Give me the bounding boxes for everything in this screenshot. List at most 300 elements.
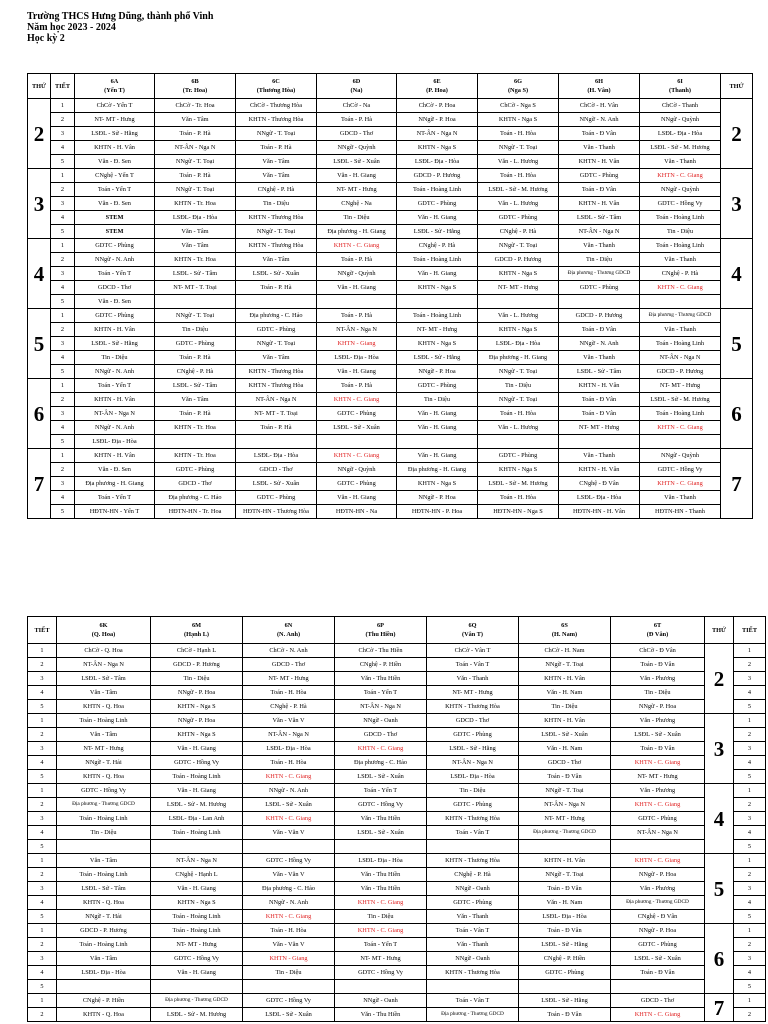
lesson-cell: Văn - Phương [611,882,705,896]
lesson-cell: Văn - H. Giang [317,169,397,183]
lesson-cell: Văn - Tâm [236,169,317,183]
lesson-cell: LSĐL - Sử - Xuân [236,477,317,491]
period-number: 3 [734,672,766,686]
lesson-cell: GDTC - Hồng Vy [151,756,243,770]
lesson-cell: GDCD - Thơ [317,127,397,141]
timetable-row [28,127,753,141]
lesson-cell: NNgữ - T. Hải [57,756,151,770]
lesson-cell: Văn - Thanh [559,141,640,155]
day-number: 5 [28,309,51,379]
lesson-cell: NT-ÂN - Nga N [155,141,236,155]
period-number: 4 [51,491,75,505]
lesson-cell: Địa phương - H. Giang [75,477,155,491]
lesson-cell: LSĐL - Sử - Xuân [519,728,611,742]
homeroom-teacher: (N. Anh) [276,631,301,638]
lesson-cell [57,840,151,854]
lesson-cell: Văn - L. Hương [478,197,559,211]
lesson-cell: LSĐL - Sử - Xuân [243,798,335,812]
lesson-cell: ChCờ - Vân T [427,644,519,658]
timetable-row [28,449,753,463]
period-number: 3 [28,882,57,896]
homeroom-teacher: (P. Hoa) [426,87,448,94]
lesson-cell: CNghệ - P. Hà [640,267,721,281]
lesson-cell: Địa phương - Thương GDCD [57,798,151,812]
lesson-cell: NNgữ - P. Hoa [397,365,478,379]
lesson-cell: LSĐL - Sử - Xuân [236,267,317,281]
lesson-cell: GDCD - Thơ [519,756,611,770]
lesson-cell: Toán - Hoàng Linh [151,770,243,784]
lesson-cell: KHTN - Giang [317,337,397,351]
lesson-cell: Toán - Yến T [335,784,427,798]
class-name: 6Q [468,622,477,629]
lesson-cell: Văn - H. Giang [397,267,478,281]
lesson-cell: Toán - P. Hà [317,379,397,393]
period-number: 2 [51,253,75,267]
lesson-cell: Văn - Thanh [427,938,519,952]
lesson-cell: HĐTN-HN - Nga S [478,505,559,519]
day-number: 3 [28,169,51,239]
lesson-cell: Toán - Yến T [335,938,427,952]
lesson-cell: GDTC - Phùng [236,323,317,337]
lesson-cell: Văn - L. Hương [478,309,559,323]
lesson-cell: NNgữ - P. Hoa [151,686,243,700]
lesson-cell: GDTC - Phùng [75,309,155,323]
lesson-cell: Tin - Diệu [317,211,397,225]
timetable-row [28,169,753,183]
lesson-cell: Văn - Đ. Sen [75,155,155,169]
lesson-cell: CNghệ - P. Hiền [57,994,151,1008]
lesson-cell: LSĐL - Sử - Hằng [397,351,478,365]
homeroom-teacher: (H. Vân) [587,87,611,94]
timetable-row [28,714,766,728]
lesson-cell [559,435,640,449]
period-number: 1 [51,169,75,183]
lesson-cell [397,435,478,449]
lesson-cell: STEM [75,225,155,239]
lesson-cell: LSĐL- Địa - Hòa [155,211,236,225]
lesson-cell: NNgữ - P. Hoa [611,700,705,714]
lesson-cell: Toán - P. Hà [317,113,397,127]
lesson-cell: LSĐL - Sử - Hằng [75,337,155,351]
lesson-cell: KHTN - Nga S [397,337,478,351]
period-number: 1 [28,854,57,868]
homeroom-teacher: (Đ Vân) [646,631,669,638]
lesson-cell: KHTN - H. Vân [519,854,611,868]
lesson-cell: NT- MT - Hưng [611,770,705,784]
lesson-cell: ChCờ - Na [317,99,397,113]
lesson-cell: Toán - P. Hà [155,169,236,183]
lesson-cell: KHTN - C. Giang [640,169,721,183]
lesson-cell: KHTN - Nga S [478,113,559,127]
lesson-cell: Tin - Diệu [611,686,705,700]
day-column-header: THỨ [28,74,51,99]
lesson-cell: Văn - Thu Hiền [335,812,427,826]
class-header [640,74,721,99]
lesson-cell: Toán - Đ Vân [559,323,640,337]
lesson-cell: ChCờ - H. Nam [519,644,611,658]
lesson-cell: Văn - Văn V [243,714,335,728]
timetable-row [28,337,753,351]
lesson-cell: LSĐL - Sử - Hằng [427,742,519,756]
lesson-cell: GDTC - Phùng [427,896,519,910]
lesson-cell: NNgữ - T. Toại [478,393,559,407]
lesson-cell: Văn - Thanh [559,351,640,365]
lesson-cell: NNgữ - T. Toại [155,155,236,169]
period-number: 3 [28,742,57,756]
lesson-cell: LSĐL - Sử - M. Hương [151,798,243,812]
lesson-cell: NT-ÂN - Nga N [317,323,397,337]
lesson-cell: GDTC - Phùng [559,281,640,295]
lesson-cell: Toán - P. Hà [236,421,317,435]
lesson-cell: ChCờ - Yến T [75,99,155,113]
lesson-cell [151,840,243,854]
timetable-row [28,99,753,113]
period-number: 5 [51,365,75,379]
lesson-cell: NT-ÂN - Nga N [640,351,721,365]
homeroom-teacher: (Yến T) [104,87,125,94]
lesson-cell: GDTC - Hồng Vy [243,854,335,868]
lesson-cell: KHTN - H. Vân [559,197,640,211]
lesson-cell: KHTN - Tr. Hoa [155,253,236,267]
lesson-cell: KHTN - C. Giang [640,281,721,295]
lesson-cell: Toán - H. Hòa [243,924,335,938]
lesson-cell: Văn - Thanh [427,910,519,924]
lesson-cell: Văn - Văn V [243,868,335,882]
timetable-row [28,491,753,505]
lesson-cell: Toán - Vân T [427,994,519,1008]
lesson-cell: Văn - Thanh [640,491,721,505]
timetable-row [28,686,766,700]
lesson-cell: Địa phương - C. Hảo [243,882,335,896]
lesson-cell: Toán - Hoàng Linh [640,337,721,351]
lesson-cell: LSĐL - Sử - Xuân [611,952,705,966]
timetable-row [28,896,766,910]
class-header [151,617,243,644]
lesson-cell: Địa phương - C. Hảo [155,491,236,505]
lesson-cell: Toán - Vân T [427,658,519,672]
lesson-cell: GDCD - P. Hương [640,365,721,379]
lesson-cell [335,980,427,994]
lesson-cell: HĐTN-HN - Na [317,505,397,519]
timetable-row [28,267,753,281]
lesson-cell: NNgữ - Oanh [335,994,427,1008]
lesson-cell: NT- MT - Hưng [478,281,559,295]
lesson-cell: Văn - Tâm [57,952,151,966]
lesson-cell: ChCờ - N. Anh [243,644,335,658]
lesson-cell: NNgữ - Oanh [335,714,427,728]
timetable-row [28,812,766,826]
lesson-cell: HĐTN-HN - P. Hoa [397,505,478,519]
lesson-cell: KHTN - C. Giang [611,1008,705,1022]
lesson-cell: LSĐL- Địa - Lan Anh [151,812,243,826]
lesson-cell: Toán - Đ Vân [519,1008,611,1022]
lesson-cell: Tin - Diệu [151,672,243,686]
day-column-header: THỨ [705,617,734,644]
lesson-cell: Văn - H. Giang [151,784,243,798]
lesson-cell: Tin - Diệu [427,784,519,798]
period-number: 4 [734,686,766,700]
homeroom-teacher: (Q. Hoa) [91,631,116,638]
lesson-cell: NNgữ - T. Toại [478,365,559,379]
lesson-cell: NT- MT - Hưng [640,379,721,393]
lesson-cell: GDCD - P. Hương [478,253,559,267]
lesson-cell: Văn - Thanh [640,253,721,267]
lesson-cell: KHTN - H. Vân [559,463,640,477]
timetable-row [28,840,766,854]
lesson-cell: Địa phương - H. Giang [478,351,559,365]
period-number: 1 [51,239,75,253]
period-number: 3 [734,952,766,966]
lesson-cell: Toán - Hoàng Linh [640,211,721,225]
lesson-cell: Văn - Phương [611,672,705,686]
period-number: 5 [28,700,57,714]
day-column-header: THỨ [721,74,753,99]
class-header [335,617,427,644]
lesson-cell: Toán - P. Hà [155,127,236,141]
lesson-cell: ChCờ - P. Hoa [397,99,478,113]
lesson-cell: Văn - H. Giang [397,421,478,435]
lesson-cell: LSĐL - Sử - Hằng [75,127,155,141]
lesson-cell: Văn - Thu Hiền [335,672,427,686]
lesson-cell: Toán - P. Hà [155,351,236,365]
lesson-cell: NNgữ - T. Toại [478,239,559,253]
lesson-cell: Địa phương - Thương GDCD [559,267,640,281]
period-number: 3 [28,812,57,826]
lesson-cell: Tin - Diệu [155,323,236,337]
lesson-cell: GDTC - Phùng [397,379,478,393]
lesson-cell: GDCD - P. Hương [57,924,151,938]
lesson-cell: HĐTN-HN - Thương Hòa [236,505,317,519]
lesson-cell [427,980,519,994]
lesson-cell: Văn - H. Giang [397,211,478,225]
period-number: 4 [28,896,57,910]
lesson-cell [155,295,236,309]
lesson-cell: Toán - Hoàng Linh [397,253,478,267]
lesson-cell: GDTC - Phùng [611,938,705,952]
lesson-cell: Văn - H. Giang [151,742,243,756]
lesson-cell: Toán - Đ Vân [559,393,640,407]
lesson-cell: Toán - P. Hà [236,141,317,155]
timetable-row [28,183,753,197]
period-number: 4 [51,351,75,365]
lesson-cell: Toán - Hoàng Linh [151,910,243,924]
lesson-cell: ChCờ - H. Vân [559,99,640,113]
lesson-cell: HĐTN-HN - Tr. Hoa [155,505,236,519]
period-number: 1 [28,714,57,728]
lesson-cell: ChCờ - Thu Hiền [335,644,427,658]
table1-header-row [28,74,753,99]
period-column-header: TIẾT [734,617,766,644]
period-number: 2 [734,868,766,882]
lesson-cell: LSĐL - Sử - M. Hương [151,1008,243,1022]
period-number: 1 [734,784,766,798]
school-year: Năm học 2023 - 2024 [27,22,116,33]
lesson-cell: Văn - Đ. Sen [75,463,155,477]
period-number: 3 [28,672,57,686]
period-number: 3 [734,812,766,826]
lesson-cell: KHTN - C. Giang [317,449,397,463]
day-number: 6 [721,379,753,449]
lesson-cell: KHTN - Nga S [151,896,243,910]
lesson-cell: GDTC - Phùng [478,211,559,225]
period-number: 2 [734,728,766,742]
lesson-cell: GDCD - P. Hương [559,309,640,323]
day-number: 4 [705,784,734,854]
lesson-cell: Toán - H. Hòa [478,491,559,505]
lesson-cell: NT-ÂN - Nga N [611,826,705,840]
lesson-cell: HĐTN-HN - H. Vân [559,505,640,519]
lesson-cell: Địa phương - Thương GDCD [611,896,705,910]
timetable-row [28,784,766,798]
lesson-cell: KHTN - Thương Hòa [236,113,317,127]
lesson-cell: KHTN - Nga S [397,281,478,295]
lesson-cell: Địa phương - Thương GDCD [640,309,721,323]
period-number: 3 [28,952,57,966]
lesson-cell: Toán - Yến T [335,686,427,700]
lesson-cell: GDTC - Phùng [317,407,397,421]
lesson-cell: NNgữ - T. Toại [236,127,317,141]
lesson-cell: ChCờ - Thanh [640,99,721,113]
lesson-cell: Toán - Đ Vân [611,742,705,756]
period-column-header: TIẾT [51,74,75,99]
lesson-cell: NNgữ - Quỳnh [317,267,397,281]
day-number: 4 [721,239,753,309]
period-number: 5 [51,295,75,309]
lesson-cell: NNgữ - T. Toại [236,225,317,239]
lesson-cell: LSĐL - Sử - Xuân [335,826,427,840]
class-header [519,617,611,644]
lesson-cell [236,435,317,449]
class-name: 6P [377,622,384,629]
lesson-cell [57,980,151,994]
lesson-cell: NT-ÂN - Nga N [335,700,427,714]
lesson-cell: KHTN - H. Vân [75,141,155,155]
lesson-cell: NNgữ - N. Anh [559,337,640,351]
timetable-row [28,728,766,742]
semester: Học kỳ 2 [27,33,65,44]
period-number: 5 [51,225,75,239]
lesson-cell: NNgữ - T. Toại [519,658,611,672]
lesson-cell: NNgữ - Quỳnh [640,183,721,197]
lesson-cell: LSĐL- Địa - Hòa [640,127,721,141]
lesson-cell: GDCD - Thơ [243,658,335,672]
lesson-cell: Toán - P. Hà [317,309,397,323]
lesson-cell: NNgữ - N. Anh [75,421,155,435]
lesson-cell: Địa phương - H. Giang [397,463,478,477]
lesson-cell: GDCD - Thơ [155,477,236,491]
lesson-cell: Toán - Hoàng Linh [397,183,478,197]
lesson-cell [640,295,721,309]
lesson-cell: LSĐL - Sử - Hằng [519,994,611,1008]
period-number: 5 [734,840,766,854]
timetable-grades-6a-6i [27,73,753,519]
period-number: 2 [734,658,766,672]
lesson-cell: GDTC - Hồng Vy [151,952,243,966]
lesson-cell: LSĐL- Địa - Hòa [236,449,317,463]
lesson-cell: KHTN - C. Giang [243,812,335,826]
lesson-cell: NT- MT - Hưng [57,742,151,756]
timetable-row [28,281,753,295]
class-name: 6E [433,78,441,85]
period-column-header: TIẾT [28,617,57,644]
period-number: 3 [734,882,766,896]
lesson-cell: Văn - Tâm [155,393,236,407]
lesson-cell: NT- MT - Hưng [397,323,478,337]
period-number: 3 [51,127,75,141]
lesson-cell: GDCD - Thơ [236,463,317,477]
lesson-cell: CNghệ - P. Hà [243,700,335,714]
lesson-cell [519,980,611,994]
class-header [611,617,705,644]
class-name: 6N [284,622,293,629]
lesson-cell: GDTC - Phùng [478,449,559,463]
timetable-row [28,407,753,421]
homeroom-teacher: (Na) [350,87,363,94]
lesson-cell: KHTN - H. Vân [75,393,155,407]
homeroom-teacher: (Tr. Hoa) [182,87,208,94]
lesson-cell: Văn - Thanh [640,155,721,169]
timetable-row [28,854,766,868]
class-name: 6S [561,622,568,629]
lesson-cell: NT-ÂN - Nga N [243,728,335,742]
period-number: 2 [734,938,766,952]
period-number: 4 [28,756,57,770]
lesson-cell: Văn - H. Giang [317,281,397,295]
lesson-cell: Văn - H. Nam [519,742,611,756]
lesson-cell: Tin - Diệu [243,966,335,980]
homeroom-teacher: (Thương Hòa) [256,87,296,94]
lesson-cell: ChCờ - Hạnh L [151,644,243,658]
lesson-cell: Văn - Thu Hiền [335,882,427,896]
period-number: 4 [734,966,766,980]
day-number: 2 [721,99,753,169]
lesson-cell: KHTN - Nga S [151,728,243,742]
lesson-cell: GDTC - Phùng [155,337,236,351]
lesson-cell: Địa phương - C. Hảo [335,756,427,770]
lesson-cell: NT- MT - Hưng [559,421,640,435]
lesson-cell: NT-ÂN - Nga N [57,658,151,672]
lesson-cell: KHTN - C. Giang [317,239,397,253]
class-header [559,74,640,99]
lesson-cell: Địa phương - Thương GDCD [427,1008,519,1022]
period-number: 4 [28,686,57,700]
period-number: 5 [28,980,57,994]
timetable-row [28,798,766,812]
lesson-cell: CNghệ - P. Hà [427,868,519,882]
lesson-cell: Văn - Thu Hiền [335,868,427,882]
day-number: 6 [28,379,51,449]
lesson-cell: KHTN - Q. Hoa [57,770,151,784]
lesson-cell: Toán - H. Hòa [243,756,335,770]
lesson-cell: GDTC - Hồng Vy [335,798,427,812]
lesson-cell: Văn - Văn V [243,826,335,840]
lesson-cell: CNghệ - P. Hà [397,239,478,253]
lesson-cell: KHTN - Q. Hoa [57,896,151,910]
lesson-cell: LSĐL - Sử - Tâm [155,267,236,281]
lesson-cell: NT-ÂN - Nga N [427,756,519,770]
lesson-cell: CNghệ - Na [317,197,397,211]
lesson-cell: NT-ÂN - Nga N [151,854,243,868]
lesson-cell: Văn - H. Giang [317,365,397,379]
timetable-row [28,309,753,323]
period-number: 5 [28,840,57,854]
lesson-cell: Văn - H. Giang [397,407,478,421]
lesson-cell: GDCD - Thơ [75,281,155,295]
lesson-cell: GDCD - P. Hương [151,658,243,672]
lesson-cell: NT- MT - Hưng [151,938,243,952]
lesson-cell: NNgữ - Quỳnh [317,463,397,477]
period-number: 4 [51,281,75,295]
